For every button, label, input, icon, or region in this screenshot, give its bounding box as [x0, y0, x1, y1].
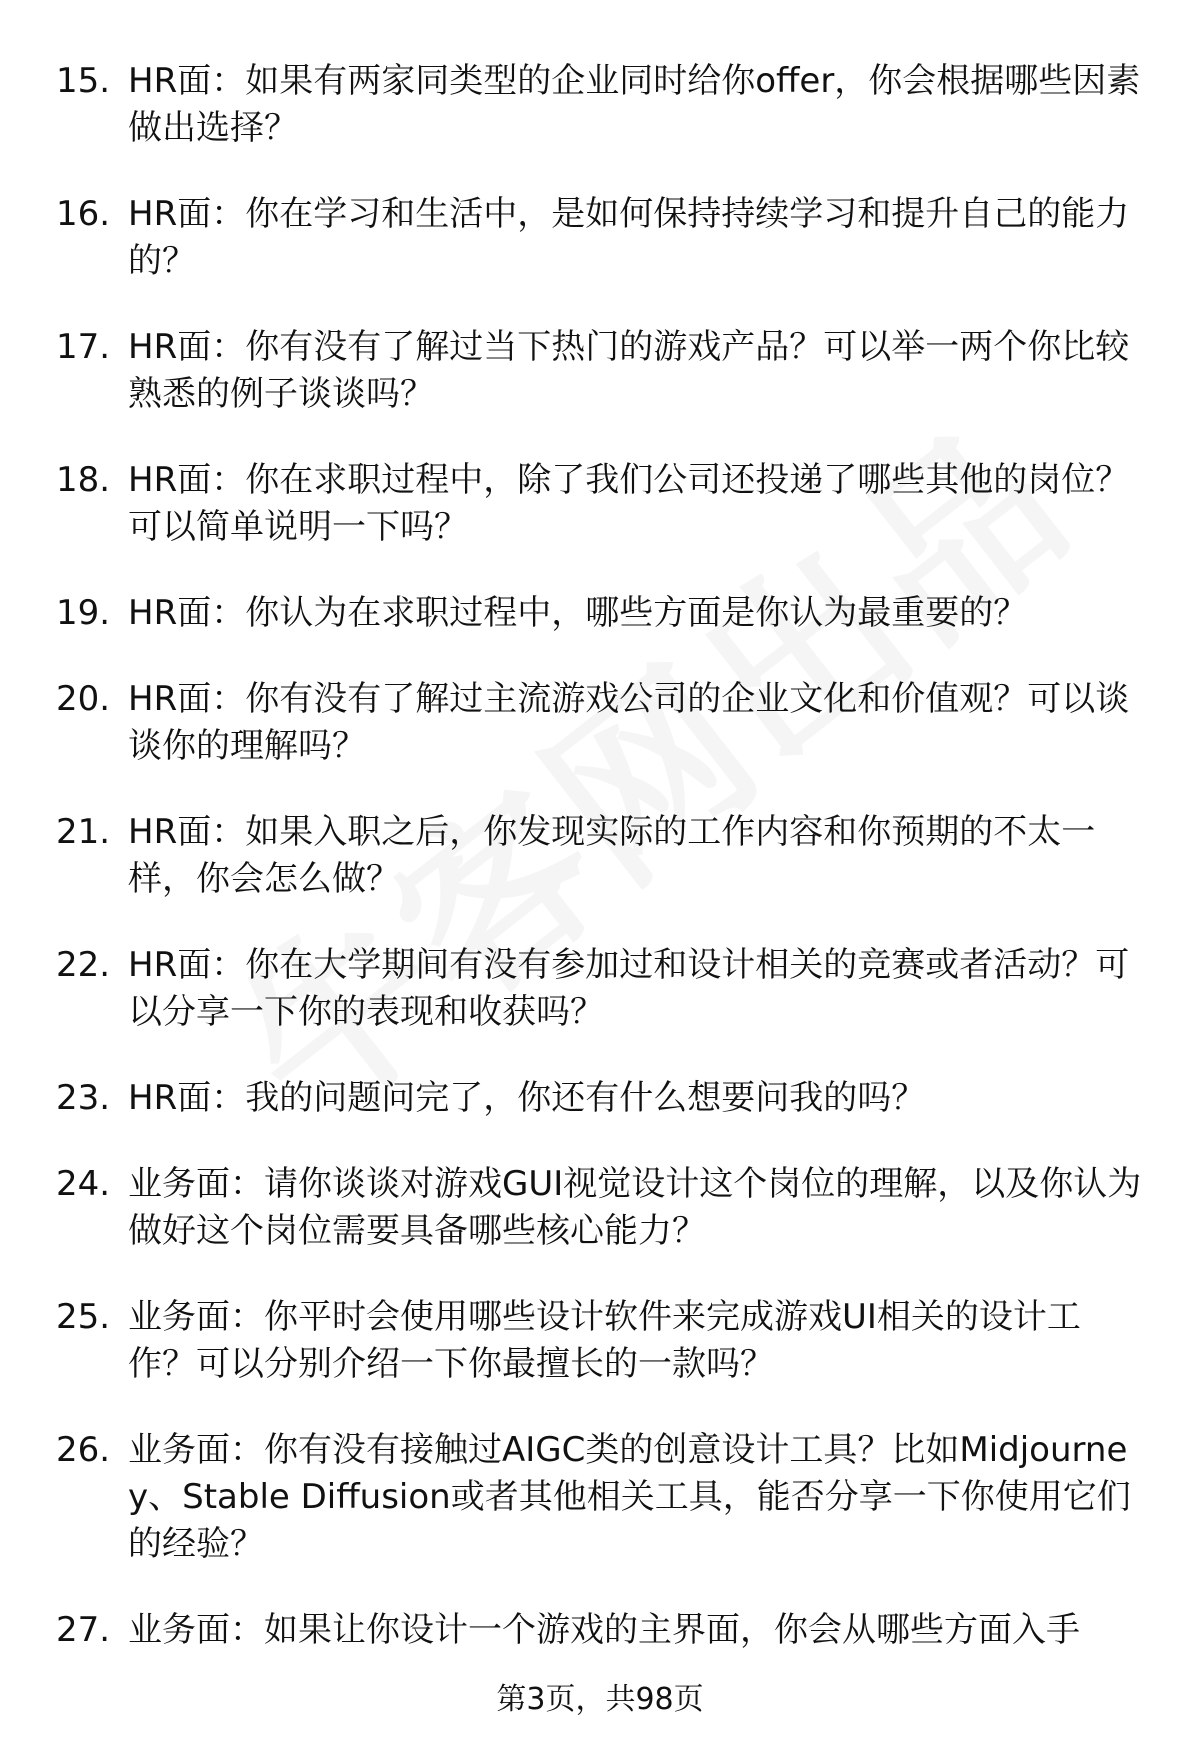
- question-item: [0, 809, 1200, 903]
- question-number: 23.: [56, 1078, 111, 1118]
- question-item: [0, 1161, 1200, 1255]
- question-text: 业务面：如果让你设计一个游戏的主界面，你会从哪些方面入手: [128, 1610, 1080, 1650]
- question-text: HR面：你在求职过程中，除了我们公司还投递了哪些其他的岗位？可以简单说明一下吗？: [128, 460, 1130, 547]
- page-footer: [0, 1680, 1200, 1720]
- question-text: HR面：我的问题问完了，你还有什么想要问我的吗？: [128, 1078, 926, 1118]
- question-text: HR面：你在学习和生活中，是如何保持持续学习和提升自己的能力的？: [128, 194, 1130, 281]
- question-number: 16.: [56, 194, 111, 234]
- question-list: [0, 58, 1200, 1693]
- question-item: [0, 1075, 1200, 1122]
- question-item: [0, 676, 1200, 770]
- question-text: 业务面：你平时会使用哪些设计软件来完成游戏UI相关的设计工作？可以分别介绍一下你最擅长的一款吗？: [128, 1297, 1081, 1384]
- question-number: 24.: [56, 1164, 111, 1204]
- question-number: 17.: [56, 327, 111, 367]
- question-text: HR面：你认为在求职过程中，哪些方面是你认为最重要的？: [128, 593, 1028, 633]
- question-number: 18.: [56, 460, 111, 500]
- question-item: [0, 324, 1200, 418]
- question-number: 25.: [56, 1297, 111, 1337]
- question-item: [0, 1294, 1200, 1388]
- question-item: [0, 457, 1200, 551]
- question-text: HR面：如果入职之后，你发现实际的工作内容和你预期的不太一样，你会怎么做？: [128, 812, 1096, 899]
- question-text: HR面：如果有两家同类型的企业同时给你offer，你会根据哪些因素做出选择？: [128, 61, 1141, 148]
- question-number: 20.: [56, 679, 111, 719]
- question-number: 21.: [56, 812, 111, 852]
- question-number: 27.: [56, 1610, 111, 1650]
- page-number-label: 第3页，共98页: [496, 1682, 704, 1717]
- question-item: [0, 942, 1200, 1036]
- question-item: [0, 590, 1200, 637]
- question-text: HR面：你有没有了解过主流游戏公司的企业文化和价值观？可以谈谈你的理解吗？: [128, 679, 1130, 766]
- question-number: 19.: [56, 593, 111, 633]
- question-item: [0, 1607, 1200, 1654]
- question-item: [0, 1427, 1200, 1568]
- question-number: 15.: [56, 61, 111, 101]
- question-text: HR面：你有没有了解过当下热门的游戏产品？可以举一两个你比较熟悉的例子谈谈吗？: [128, 327, 1130, 414]
- question-number: 26.: [56, 1430, 111, 1470]
- question-item: [0, 191, 1200, 285]
- question-item: [0, 58, 1200, 152]
- question-number: 22.: [56, 945, 111, 985]
- question-text: HR面：你在大学期间有没有参加过和设计相关的竞赛或者活动？可以分享一下你的表现和收获吗？: [128, 945, 1130, 1032]
- question-text: 业务面：你有没有接触过AIGC类的创意设计工具？比如Midjourney、Stable Diffusion或者其他相关工具，能否分享一下你使用它们的经验？: [128, 1430, 1131, 1564]
- question-text: 业务面：请你谈谈对游戏GUI视觉设计这个岗位的理解，以及你认为做好这个岗位需要具备哪些核心能力？: [128, 1164, 1142, 1251]
